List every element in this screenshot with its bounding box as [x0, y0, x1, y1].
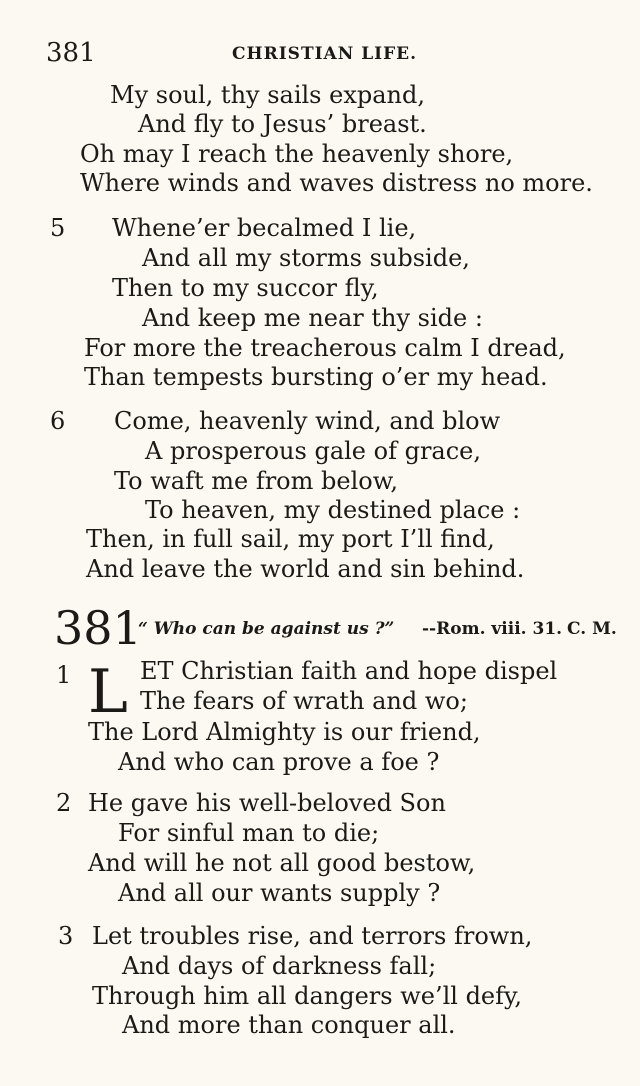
verse-line: Then to my succor fly,: [112, 274, 379, 302]
verse-line: For more the treacherous calm I dread,: [84, 334, 566, 362]
verse-line: To waft me from below,: [114, 467, 399, 495]
hymn-number: 381: [54, 601, 142, 655]
verse-line: And all our wants supply ?: [118, 879, 441, 907]
verse-line: And fly to Jesus’ breast.: [138, 110, 427, 138]
verse-line: Whene’er becalmed I lie,: [112, 214, 417, 242]
verse-line: My soul, thy sails expand,: [110, 81, 425, 109]
verse-line: And keep me near thy side :: [142, 304, 483, 332]
verse-line: Than tempests bursting o’er my head.: [84, 363, 548, 391]
verse-line: And all my storms subside,: [142, 244, 470, 272]
verse-number: 2: [56, 789, 72, 817]
verse-line: And leave the world and sin behind.: [86, 555, 525, 583]
verse-number: 1: [56, 661, 72, 689]
page-header: [46, 38, 606, 72]
verse-line: To heaven, my destined place :: [145, 496, 521, 524]
verse-number: 6: [50, 407, 66, 435]
verse-line: Oh may I reach the heavenly shore,: [80, 140, 514, 168]
verse-number: 5: [50, 214, 66, 242]
verse-number: 3: [58, 922, 74, 950]
drop-cap: L: [88, 657, 128, 727]
verse-line: Through him all dangers we’ll defy,: [92, 982, 523, 1010]
verse-line: And days of darkness fall;: [122, 952, 437, 980]
verse-line: He gave his well-beloved Son: [88, 789, 446, 817]
verse-line: The Lord Almighty is our friend,: [88, 718, 481, 746]
hymn-title: “ Who can be against us ?”: [138, 619, 395, 639]
verse-line: The fears of wrath and wo;: [140, 687, 468, 715]
verse-line: Let troubles rise, and terrors frown,: [92, 922, 533, 950]
verse-line: ET Christian faith and hope dispel: [140, 657, 558, 685]
verse-line: A prosperous gale of grace,: [145, 437, 482, 465]
page-number: 381: [46, 38, 96, 68]
verse-line: And who can prove a foe ?: [118, 748, 440, 776]
running-title: CHRISTIAN LIFE.: [232, 44, 418, 64]
scripture-reference: --Rom. viii. 31.: [422, 619, 563, 639]
verse-line: And more than conquer all.: [122, 1011, 456, 1039]
verse-line: Where winds and waves distress no more.: [80, 169, 593, 197]
verse-line: Then, in full sail, my port I’ll find,: [86, 525, 495, 553]
verse-line: And will he not all good bestow,: [88, 849, 476, 877]
verse-line: Come, heavenly wind, and blow: [114, 407, 501, 435]
hymn-meter: C. M.: [567, 619, 617, 639]
verse-line: For sinful man to die;: [118, 819, 380, 847]
